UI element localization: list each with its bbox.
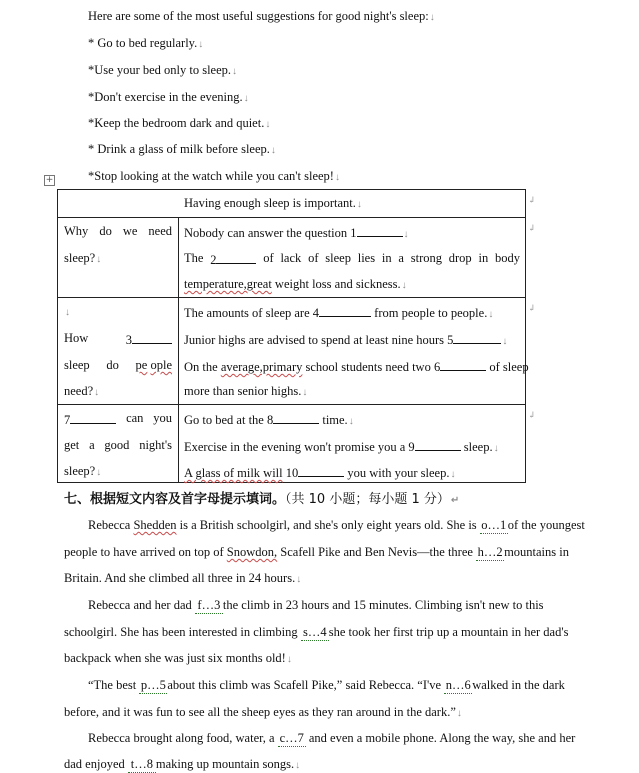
- row1-question-cont: sleep?↓: [64, 251, 102, 265]
- row3-line3: A glass of milk will 10 you with your sleep.↓: [184, 466, 456, 480]
- row1-line1: Nobody can answer the question 1 ↓: [184, 226, 409, 240]
- table-move-handle-icon[interactable]: +: [45, 175, 54, 185]
- tip-item: * Go to bed regularly.↓: [88, 36, 204, 50]
- row3-line2: Exercise in the evening won't promise you a 9 sleep.↓: [184, 440, 499, 454]
- row1-line3: temperature,great weight loss and sickness.↓: [184, 277, 407, 291]
- row3-question: 7 can you: [64, 411, 172, 427]
- row1-line2: The 2 of lack of sleep lies in a strong drop in body: [184, 251, 520, 267]
- row2-line1: The amounts of sleep are 4 from people to people.↓: [184, 306, 494, 320]
- tip-item: *Stop looking at the watch while you can't sleep!↓: [88, 169, 340, 183]
- row2-question: How 3: [64, 331, 172, 348]
- row3-question-end: sleep?↓: [64, 464, 102, 478]
- p1-line2: people to have arrived on top of Snowdon, Scafell Pike and Ben Nevis—the three h…2 mountains in: [64, 545, 569, 559]
- p2-line3: backpack when she was just six months old!↓: [64, 651, 292, 665]
- summary-table: [57, 189, 529, 483]
- intro-line: Here are some of the most useful suggestions for good night's sleep:↓: [88, 9, 435, 23]
- row2-line2: Junior highs are advised to spend at least nine hours 5 ↓: [184, 333, 508, 347]
- row2-question-end: need?↓: [64, 384, 100, 398]
- p1-line3: Britain. And she climbed all three in 24 hours.↓: [64, 571, 302, 585]
- row3-line1: Go to bed at the 8 time.↓: [184, 413, 354, 427]
- tip-item: * Drink a glass of milk before sleep.↓: [88, 142, 276, 156]
- section-heading: 七、根据短文内容及首字母提示填词。（共 10 小题；每小题 1 分）↵: [64, 492, 460, 507]
- row2-line3: On the average,primary school students need two 6 of sleep: [184, 360, 529, 374]
- p4-line2: dad enjoyed t…8 making up mountain songs.↓: [64, 757, 301, 771]
- p3-line2: before, and it was fun to see all the sheep eyes as they ran around in the dark.”↓: [64, 705, 462, 719]
- row1-question: Why do we need: [64, 224, 172, 238]
- row2-empty: ↓: [65, 307, 70, 318]
- row3-question-cont: get a good night's: [64, 438, 172, 452]
- p1-line1: Rebecca Shedden is a British schoolgirl, and she's only eight years old. She is o…1 of the youngest: [88, 518, 585, 532]
- tip-item: *Use your bed only to sleep.↓: [88, 63, 238, 77]
- table-header: Having enough sleep is important.↓: [184, 196, 362, 210]
- row2-question-cont: sleep do pe ople: [64, 358, 172, 372]
- row2-line4: more than senior highs.↓: [184, 384, 308, 398]
- tip-item: *Keep the bedroom dark and quiet.↓: [88, 116, 271, 130]
- p2-line1: Rebecca and her dad f…3 the climb in 23 hours and 15 minutes. Climbing isn't new to this: [88, 598, 544, 612]
- tip-item: *Don't exercise in the evening.↓: [88, 90, 249, 104]
- p2-line2: schoolgirl. She has been interested in climbing s…4 she took her first trip up a mountain in her dad's: [64, 625, 569, 639]
- p3-line1: “The best p…5 about this climb was Scafell Pike,” said Rebecca. “I've n…6 walked in the dark: [88, 678, 565, 692]
- p4-line1: Rebecca brought along food, water, a c…7 and even a mobile phone. Along the way, she and her: [88, 731, 576, 745]
